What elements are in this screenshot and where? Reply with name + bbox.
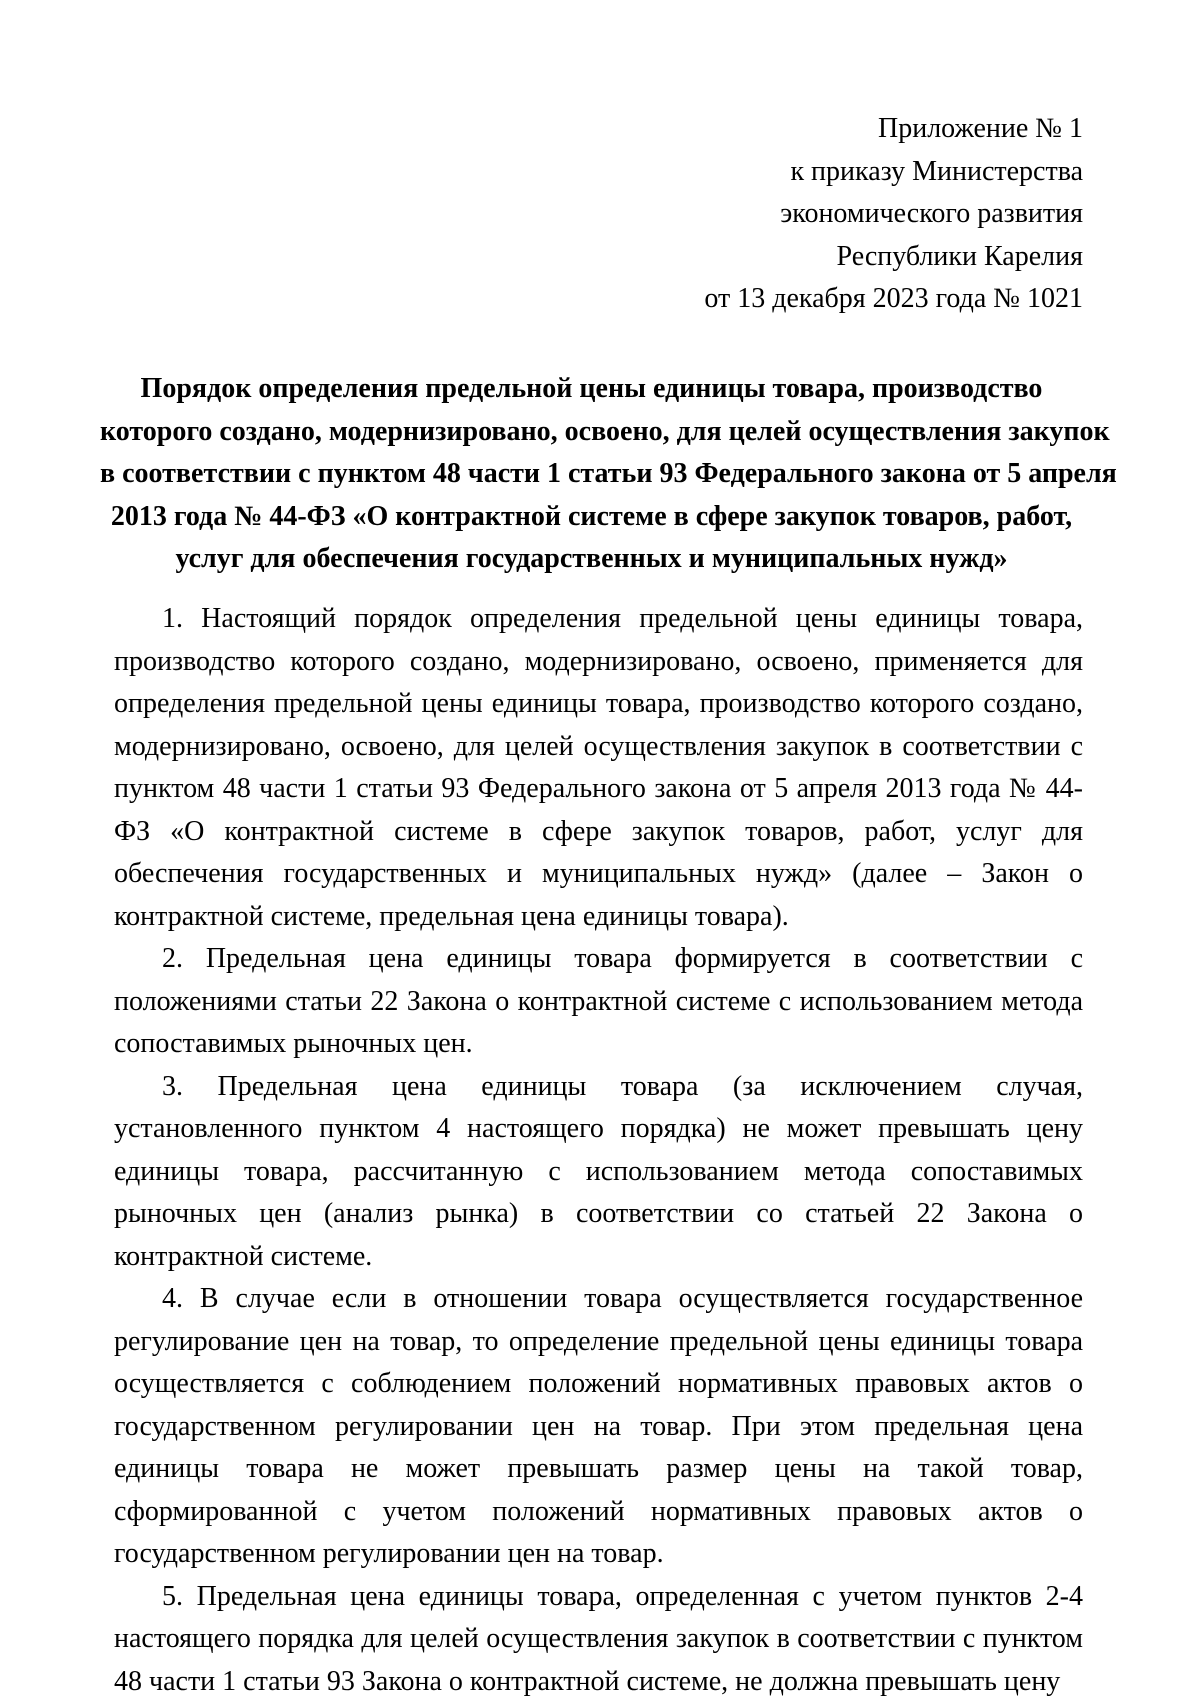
appendix-republic: Республики Карелия (483, 236, 1083, 279)
appendix-order-date: от 13 декабря 2023 года № 1021 (483, 278, 1083, 321)
title-line: которого создано, модернизировано, освоено, для целей осуществления закупок (100, 411, 1083, 454)
appendix-order-ref: к приказу Министерства (483, 151, 1083, 194)
title-line: 2013 года № 44-ФЗ «О контрактной системе в сфере закупок товаров, работ, (100, 496, 1083, 539)
document-title (100, 368, 1083, 581)
document-body (114, 598, 1083, 1703)
paragraph-5: 5. Предельная цена единицы товара, определенная с учетом пунктов 2-4 настоящего порядка для целей осуществления закупок в соответствии с пунктом 48 части 1 статьи 93 Закона о контрактной системе, не должна превышать цену (114, 1576, 1083, 1703)
appendix-ministry: экономического развития (483, 193, 1083, 236)
title-line: услуг для обеспечения государственных и муниципальных нужд» (100, 538, 1083, 581)
paragraph-1: 1. Настоящий порядок определения предельной цены единицы товара, производство которого создано, модернизировано, освоено, применяется для определения предельной цены единицы товара, производство которого создано, модернизировано, освоено, для целей осуществления закупок в соответствии с пунктом 48 части 1 статьи 93 Федерального закона от 5 апреля 2013 года № 44-ФЗ «О контрактной системе в сфере закупок товаров, работ, услуг для обеспечения государственных и муниципальных нужд» (далее – Закон о контрактной системе, предельная цена единицы товара). (114, 598, 1083, 938)
title-line: в соответствии с пунктом 48 части 1 статьи 93 Федерального закона от 5 апреля (100, 453, 1083, 496)
paragraph-4: 4. В случае если в отношении товара осуществляется государственное регулирование цен на товар, то определение предельной цены единицы товара осуществляется с соблюдением положений нормативных правовых актов о государственном регулировании цен на товар. При этом предельная цена единицы товара не может превышать размер цены на такой товар, сформированной с учетом положений нормативных правовых актов о государственном регулировании цен на товар. (114, 1278, 1083, 1576)
appendix-number: Приложение № 1 (483, 108, 1083, 151)
title-line: Порядок определения предельной цены единицы товара, производство (100, 368, 1083, 411)
paragraph-3: 3. Предельная цена единицы товара (за исключением случая, установленного пунктом 4 настоящего порядка) не может превышать цену единицы товара, рассчитанную с использованием метода сопоставимых рыночных цен (анализ рынка) в соответствии со статьей 22 Закона о контрактной системе. (114, 1066, 1083, 1279)
paragraph-2: 2. Предельная цена единицы товара формируется в соответствии с положениями статьи 22 Закона о контрактной системе с использованием метода сопоставимых рыночных цен. (114, 938, 1083, 1066)
appendix-header (483, 108, 1083, 321)
